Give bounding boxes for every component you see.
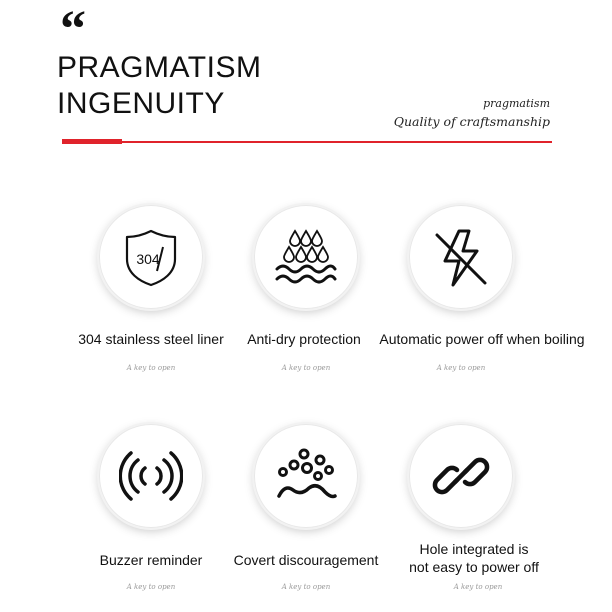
feature-label-304-steel: 304 stainless steel liner	[78, 331, 224, 347]
headline-line-2: INGENUITY	[57, 87, 225, 120]
feature-sub-anti-dry: A key to open	[281, 364, 331, 372]
tagline-line-2: Quality of craftsmanship	[393, 114, 550, 129]
power-off-lightning-icon	[429, 225, 493, 289]
feature-sub-304-steel: A key to open	[126, 364, 176, 372]
buzzer-sound-icon	[119, 444, 183, 508]
accent-divider	[62, 141, 552, 143]
feature-buzzer	[99, 424, 203, 528]
tagline	[394, 95, 550, 131]
chain-link-icon	[429, 444, 493, 508]
feature-label-hole-line-1: Hole integrated is	[419, 541, 529, 557]
feature-covert	[254, 424, 358, 528]
shield-304-text: 304	[136, 251, 160, 267]
headline	[57, 50, 261, 122]
feature-auto-power-off	[409, 205, 513, 309]
bubbles-icon	[271, 444, 341, 508]
quote-mark: “	[60, 1, 86, 58]
feature-sub-covert: A key to open	[281, 583, 331, 591]
accent-divider-thick	[62, 139, 122, 144]
feature-label-buzzer: Buzzer reminder	[99, 552, 203, 568]
feature-label-hole-integrated	[359, 540, 589, 576]
shield-304-icon	[119, 225, 183, 289]
feature-sub-auto-power-off: A key to open	[436, 364, 486, 372]
feature-sub-hole-integrated: A key to open	[453, 583, 503, 591]
feature-304-steel	[99, 205, 203, 309]
headline-line-1: PRAGMATISM	[57, 51, 262, 84]
feature-label-covert: Covert discouragement	[233, 552, 379, 568]
feature-label-hole-line-2: not easy to power off	[409, 559, 539, 575]
feature-anti-dry	[254, 205, 358, 309]
feature-label-auto-power-off: Automatic power off when boiling	[379, 331, 585, 347]
feature-sub-buzzer: A key to open	[126, 583, 176, 591]
water-drops-icon	[271, 225, 341, 289]
feature-label-anti-dry: Anti-dry protection	[247, 331, 361, 347]
tagline-line-1: pragmatism	[483, 97, 550, 110]
feature-hole-integrated	[409, 424, 513, 528]
